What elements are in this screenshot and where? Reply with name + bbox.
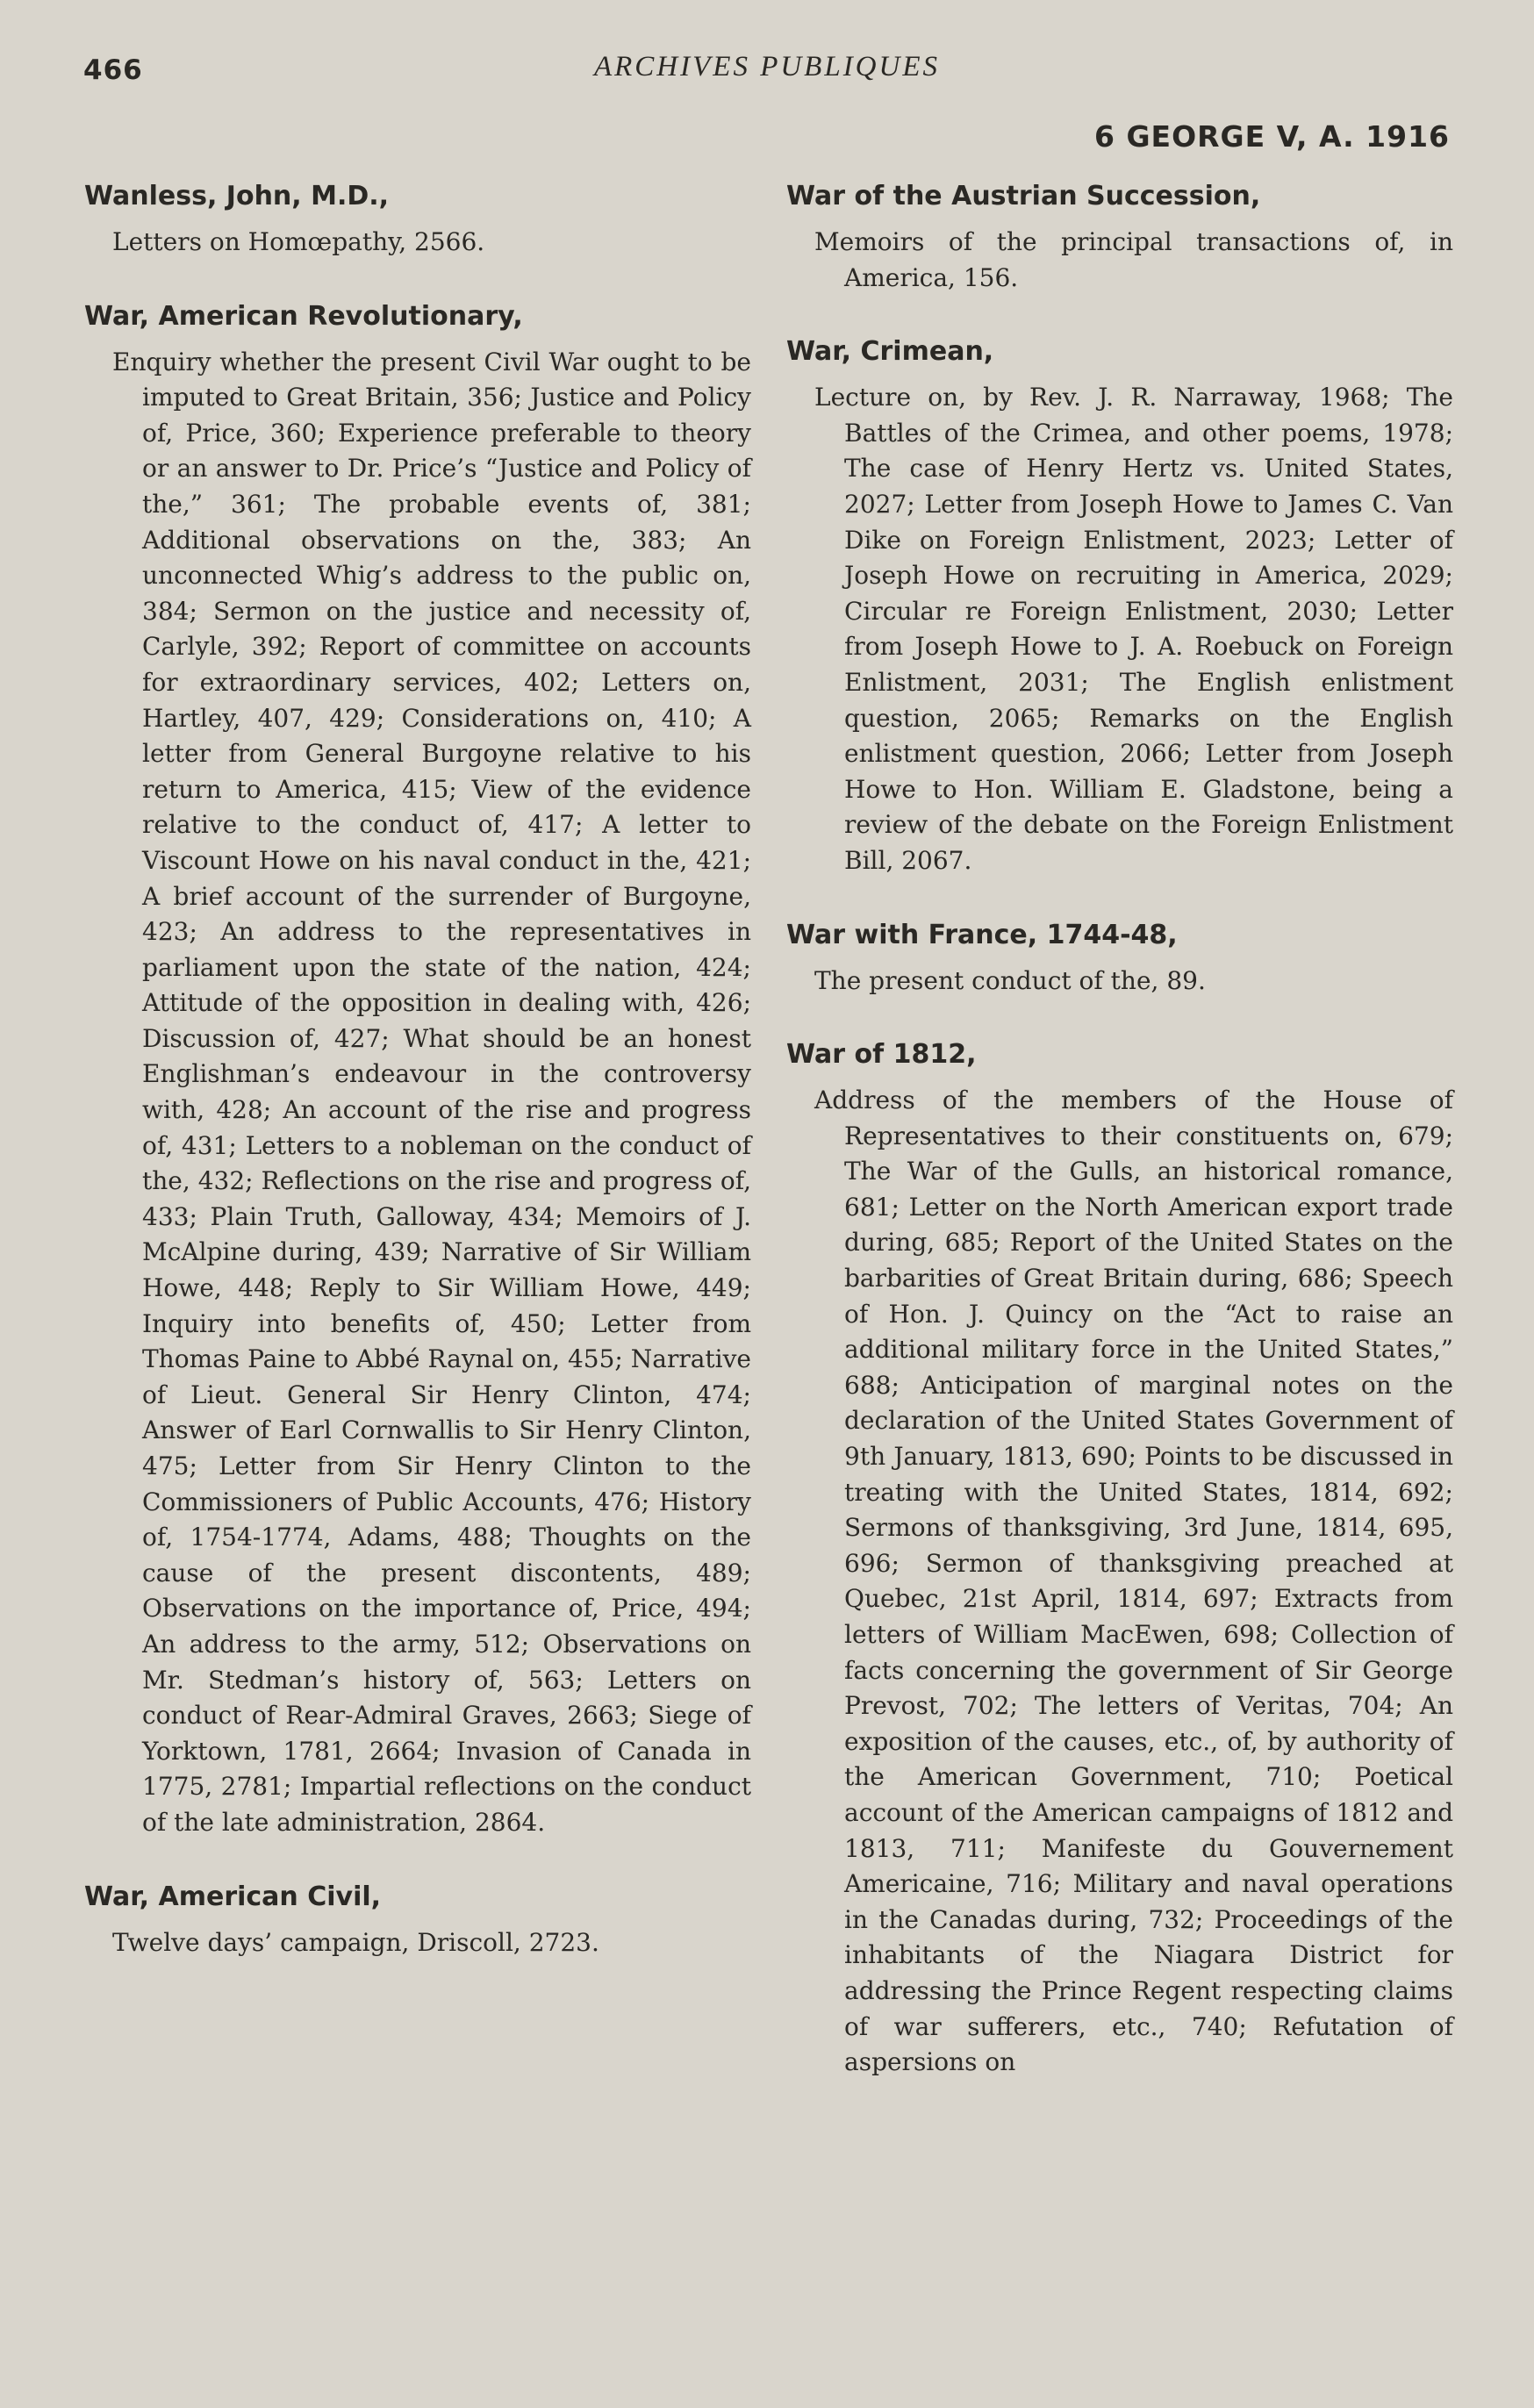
entry-body: Memoirs of the principal transactions of, in America, 156. (814, 227, 1453, 292)
index-entry (84, 179, 751, 261)
entry-body: Twelve days’ campaign, Driscoll, 2723. (112, 1927, 599, 1957)
index-entry (84, 299, 751, 1841)
entry-heading: War with France, 1744-48, (786, 919, 1178, 950)
right-column (786, 179, 1453, 2119)
session-label: 6 GEORGE V, A. 1916 (1094, 119, 1450, 154)
entry-heading: War, Crimean, (786, 336, 994, 368)
entry-heading: War of 1812, (786, 1039, 977, 1071)
entry-heading: Wanless, John, M.D., (84, 181, 390, 211)
entry-body: Lecture on, by Rev. J. R. Narraway, 1968; The Battles of the Crimea, and other poems, 1978; The case of Henry Hertz vs. United States, 2027; Letter from Joseph Howe to James C. Van Dike on Foreign Enlistment, 2023; Letter of Joseph Howe on recruiting in America, 2029; Circular re Foreign Enlistment, 2030; Letter from Joseph Howe to J. A. Roebuck on Foreign Enlistment, 2031; The English enlistment question, 2065; Remarks on the English enlistment question, 2066; Letter from Joseph Howe to Hon. William E. Gladstone, being a review of the debate on the Foreign Enlistment Bill, 2067. (814, 383, 1453, 875)
index-entry (786, 179, 1453, 296)
entry-body: Letters on Homœpathy, 2566. (112, 227, 485, 256)
page-number: 466 (83, 54, 143, 86)
running-title: ARCHIVES PUBLIQUES (593, 51, 941, 82)
entry-body: Enquiry whether the present Civil War ought to be imputed to Great Britain, 356; Justice and Policy of, Price, 360; Experience preferable to theory or an answer to Dr. Price’s “Justice and Policy of the,” 361; The probable events of, 381; Additional observations on the, 383; An unconnected Whig’s address to the public on, 384; Sermon on the justice and necessity of, Carlyle, 392; Report of committee on accounts for extraordinary services, 402; Letters on, Hartley, 407, 429; Considerations on, 410; A letter from General Burgoyne relative to his return to America, 415; View of the evidence relative to the conduct of, 417; A letter to Viscount Howe on his naval conduct in the, 421; A brief account of the surrender of Burgoyne, 423; An address to the representatives in parliament upon the state of the nation, 424; Attitude of the opposition in dealing with, 426; Discussion of, 427; What should be an honest Englishman’s endeavour in the controversy with, 428; An account of the rise and progress of, 431; Letters to a nobleman on the conduct of the, 432; Reflections on the rise and progress of, 433; Plain Truth, Galloway, 434; Memoirs of J. McAlpine during, 439; Narrative of Sir William Howe, 448; Reply to Sir William Howe, 449; Inquiry into benefits of, 450; Letter from Thomas Paine to Abbé Raynal on, 455; Narrative of Lieut. General Sir Henry Clinton, 474; Answer of Earl Cornwallis to Sir Henry Clinton, 475; Letter from Sir Henry Clinton to the Commissioners of Public Accounts, 476; History of, 1754-1774, Adams, 488; Thoughts on the cause of the present discontents, 489; Observations on the importance of, Price, 494; An address to the army, 512; Observations on Mr. Stedman’s history of, 563; Letters on conduct of Rear-Admiral Graves, 2663; Siege of Yorktown, 1781, 2664; Invasion of Canada in 1775, 2781; Impartial reflections on the conduct of the late administration, 2864. (112, 347, 751, 1837)
index-entry (786, 334, 1453, 878)
index-entry (786, 1037, 1453, 2081)
entry-heading: War, American Civil, (84, 1881, 382, 1912)
left-column (84, 179, 751, 1999)
entry-body: The present conduct of the, 89. (814, 965, 1206, 995)
index-entry (786, 918, 1453, 1000)
entry-body: Address of the members of the House of Representatives to their constituents on, 679; The War of the Gulls, an historical romance, 681; Letter on the North American export trade during, 685; Report of the United States on the barbarities of Great Britain during, 686; Speech of Hon. J. Quincy on the “Act to raise an additional military force in the United States,” 688; Anticipation of marginal notes on the declaration of the United States Government of 9th January, 1813, 690; Points to be discussed in treating with the United States, 1814, 692; Sermons of thanksgiving, 3rd June, 1814, 695, 696; Sermon of thanksgiving preached at Quebec, 21st April, 1814, 697; Extracts from letters of William MacEwen, 698; Collection of facts concerning the government of Sir George Prevost, 702; The letters of Veritas, 704; An exposition of the causes, etc., of, by authority of the American Government, 710; Poetical account of the American campaigns of 1812 and 1813, 711; Manifeste du Gouvernement Americaine, 716; Military and naval operations in the Canadas during, 732; Proceedings of the inhabitants of the Niagara District for addressing the Prince Regent respecting claims of war sufferers, etc., 740; Refutation of aspersions on (814, 1086, 1453, 2077)
index-entry (84, 1880, 751, 1961)
entry-heading: War, American Revolutionary, (84, 300, 523, 332)
entry-heading: War of the Austrian Succession, (786, 181, 1261, 211)
